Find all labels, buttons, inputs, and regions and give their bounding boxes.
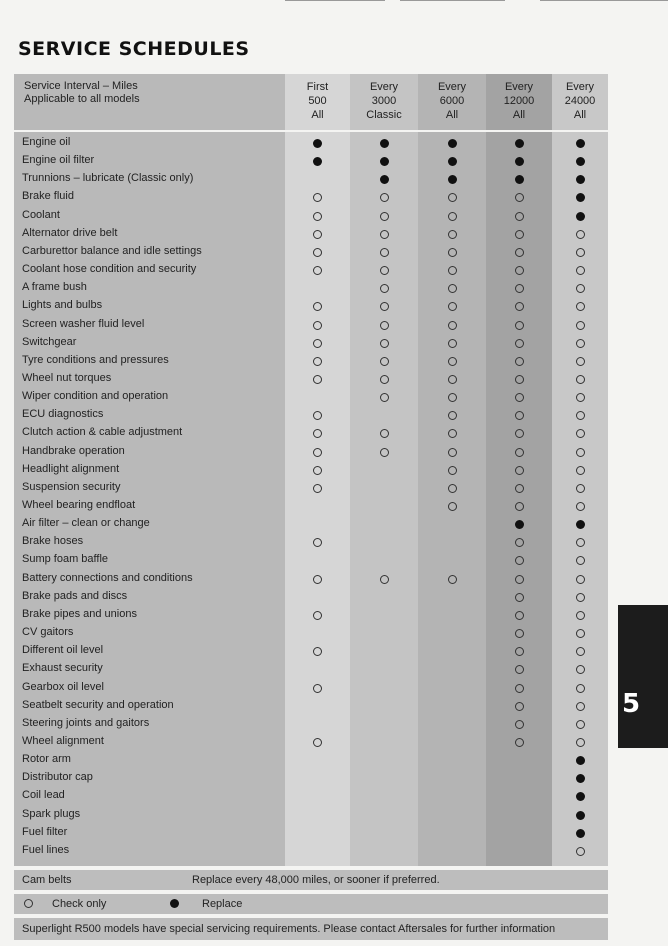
row-label: Wheel alignment: [22, 734, 104, 747]
replace-icon: [576, 139, 585, 148]
replace-icon: [448, 157, 457, 166]
row-label: Coolant hose condition and security: [22, 263, 197, 276]
replace-icon: [576, 756, 585, 765]
check-only-icon: [576, 575, 585, 584]
replace-icon: [576, 193, 585, 202]
check-only-icon: [380, 375, 389, 384]
replace-icon: [313, 139, 322, 148]
col-header-line: 500: [308, 95, 327, 107]
replace-icon: [576, 811, 585, 820]
check-only-icon: [515, 284, 524, 293]
check-only-icon: [448, 284, 457, 293]
check-only-icon: [313, 466, 322, 475]
check-only-icon: [576, 647, 585, 656]
check-only-icon: [515, 611, 524, 620]
check-only-icon: [515, 230, 524, 239]
col-header-line: 12000: [503, 95, 535, 107]
row-label: Wheel nut torques: [22, 371, 112, 384]
check-only-icon: [380, 357, 389, 366]
check-only-icon: [576, 248, 585, 257]
replace-icon: [576, 157, 585, 166]
top-rule-1: [285, 0, 385, 1]
page-title: SERVICE SCHEDULES: [18, 38, 250, 60]
check-only-icon: [313, 302, 322, 311]
replace-icon: [170, 899, 179, 908]
check-only-icon: [576, 339, 585, 348]
row-label: Coolant: [22, 208, 60, 221]
row-label: Handbrake operation: [22, 444, 125, 457]
interval-header-line2: Applicable to all models: [24, 93, 140, 105]
check-only-icon: [380, 302, 389, 311]
check-only-icon: [515, 720, 524, 729]
check-only-icon: [576, 375, 585, 384]
check-only-icon: [576, 720, 585, 729]
col-header-first-500: [285, 80, 350, 122]
row-label: Tyre conditions and pressures: [22, 353, 169, 366]
replace-icon: [448, 139, 457, 148]
col-header-line: 3000: [371, 95, 397, 107]
check-only-icon: [576, 611, 585, 620]
check-only-icon: [313, 375, 322, 384]
check-only-icon: [576, 321, 585, 330]
check-only-icon: [515, 684, 524, 693]
check-only-icon: [380, 393, 389, 402]
check-only-icon: [313, 248, 322, 257]
col-header-every-6000: [418, 80, 486, 122]
check-only-icon: [576, 393, 585, 402]
replace-icon: [515, 175, 524, 184]
check-only-icon: [380, 429, 389, 438]
check-only-icon: [515, 448, 524, 457]
check-only-icon: [576, 702, 585, 711]
row-label: Wiper condition and operation: [22, 390, 169, 403]
row-label: Fuel filter: [22, 825, 68, 838]
row-label: Different oil level: [22, 644, 104, 657]
replace-icon: [380, 139, 389, 148]
check-only-icon: [448, 375, 457, 384]
check-only-icon: [576, 556, 585, 565]
check-only-icon: [576, 284, 585, 293]
check-only-icon: [515, 647, 524, 656]
check-only-icon: [576, 448, 585, 457]
check-only-icon: [313, 411, 322, 420]
top-rule-3: [540, 0, 668, 1]
check-only-icon: [576, 266, 585, 275]
check-only-icon: [380, 339, 389, 348]
row-label: Coil lead: [22, 789, 65, 802]
row-label: Brake pads and discs: [22, 589, 128, 602]
row-label: Gearbox oil level: [22, 680, 104, 693]
replace-icon: [576, 774, 585, 783]
col-header-line: Every: [504, 81, 534, 93]
row-label: Rotor arm: [22, 753, 71, 766]
check-only-icon: [313, 738, 322, 747]
check-only-icon: [448, 448, 457, 457]
row-label: Brake pipes and unions: [22, 607, 137, 620]
check-only-icon: [313, 266, 322, 275]
row-label: CV gaitors: [22, 626, 74, 639]
check-only-icon: [313, 538, 322, 547]
check-only-icon: [515, 357, 524, 366]
row-label: Steering joints and gaitors: [22, 716, 150, 729]
check-only-icon: [515, 321, 524, 330]
row-label: Spark plugs: [22, 807, 81, 820]
row-label: Wheel bearing endfloat: [22, 499, 136, 511]
check-only-icon: [313, 339, 322, 348]
check-only-icon: [448, 339, 457, 348]
col-header-line: First: [306, 81, 329, 93]
check-only-icon: [576, 429, 585, 438]
check-only-icon: [576, 847, 585, 856]
check-only-icon: [313, 193, 322, 202]
col-header-every-24000: [552, 80, 608, 122]
check-only-icon: [448, 411, 457, 420]
legend-row: [14, 894, 608, 914]
col-header-line: All: [512, 109, 526, 121]
check-only-icon: [576, 411, 585, 420]
row-label: Suspension security: [22, 480, 121, 493]
check-only-icon: [380, 266, 389, 275]
row-label: Engine oil: [22, 136, 71, 148]
check-only-icon: [576, 357, 585, 366]
check-only-icon: [448, 266, 457, 275]
check-only-icon: [576, 230, 585, 239]
check-only-icon: [515, 466, 524, 475]
row-label: Clutch action & cable adjustment: [22, 426, 183, 439]
check-only-icon: [576, 502, 585, 511]
row-label: Seatbelt security and operation: [22, 698, 174, 711]
check-only-icon: [313, 611, 322, 620]
check-only-icon: [576, 466, 585, 475]
check-only-icon: [515, 738, 524, 747]
cam-belts-note: Replace every 48,000 miles, or sooner if preferred.: [192, 874, 440, 886]
check-only-icon: [313, 448, 322, 457]
col-header-line: Every: [565, 81, 595, 93]
check-only-icon: [380, 248, 389, 257]
check-only-icon: [576, 593, 585, 602]
check-only-icon: [380, 193, 389, 202]
check-only-icon: [448, 321, 457, 330]
row-label: Headlight alignment: [22, 462, 120, 475]
row-label: ECU diagnostics: [22, 408, 104, 421]
col-header-line: All: [573, 109, 587, 121]
check-only-icon: [313, 357, 322, 366]
replace-icon: [515, 157, 524, 166]
row-label: Switchgear: [22, 335, 77, 348]
check-only-icon: [313, 575, 322, 584]
row-label: Battery connections and conditions: [22, 571, 193, 584]
check-only-icon: [515, 484, 524, 493]
row-label: Brake hoses: [22, 535, 84, 548]
footer-note: Superlight R500 models have special servicing requirements. Please contact Aftersales for further information: [22, 923, 556, 935]
footer-note-row: [14, 918, 608, 940]
check-only-icon: [515, 556, 524, 565]
replace-icon: [515, 139, 524, 148]
interval-header-line1: Service Interval – Miles: [24, 80, 138, 92]
replace-icon: [313, 157, 322, 166]
row-label: Engine oil filter: [22, 154, 95, 167]
service-schedule-table: [14, 74, 608, 920]
section-number: 5: [622, 689, 641, 719]
check-only-icon: [515, 665, 524, 674]
check-only-icon: [448, 357, 457, 366]
cam-belts-label: Cam belts: [22, 874, 72, 886]
col-header-line: All: [311, 109, 324, 121]
check-only-icon: [576, 665, 585, 674]
check-only-icon: [313, 484, 322, 493]
row-label: Alternator drive belt: [22, 226, 118, 239]
replace-icon: [448, 175, 457, 184]
replace-icon: [576, 212, 585, 221]
col-header-line: Classic: [366, 109, 402, 121]
check-only-icon: [576, 684, 585, 693]
check-only-icon: [313, 321, 322, 330]
replace-icon: [576, 792, 585, 801]
row-label: Brake fluid: [22, 190, 74, 203]
col-header-line: Every: [437, 81, 467, 93]
check-only-icon: [515, 266, 524, 275]
col-header-line: Every: [369, 81, 399, 93]
replace-icon: [380, 157, 389, 166]
check-only-icon: [515, 339, 524, 348]
check-only-icon: [448, 466, 457, 475]
check-only-icon: [515, 193, 524, 202]
row-label: Screen washer fluid level: [22, 317, 145, 330]
check-only-icon: [380, 230, 389, 239]
check-only-icon: [448, 248, 457, 257]
check-only-icon: [380, 321, 389, 330]
check-only-icon: [515, 212, 524, 221]
check-only-icon: [515, 629, 524, 638]
check-only-icon: [576, 629, 585, 638]
check-only-icon: [313, 212, 322, 221]
check-only-icon: [515, 411, 524, 420]
check-only-icon: [576, 302, 585, 311]
check-only-icon: [380, 575, 389, 584]
check-only-icon: [515, 375, 524, 384]
check-only-icon: [576, 538, 585, 547]
check-only-icon: [448, 575, 457, 584]
top-rule-2: [400, 0, 505, 1]
replace-icon: [380, 175, 389, 184]
header-separator: [14, 130, 608, 132]
row-label: Trunnions – lubricate (Classic only): [22, 172, 194, 185]
col-header-line: 6000: [439, 95, 465, 107]
check-only-icon: [576, 738, 585, 747]
check-only-icon: [448, 302, 457, 311]
check-only-icon: [515, 502, 524, 511]
check-only-icon: [380, 212, 389, 221]
check-only-icon: [515, 429, 524, 438]
check-only-icon: [448, 212, 457, 221]
col-header-every-12000: [486, 80, 552, 122]
check-only-icon: [515, 538, 524, 547]
replace-icon: [576, 829, 585, 838]
section-tab: [618, 605, 668, 748]
check-only-icon: [313, 230, 322, 239]
row-label: Fuel lines: [22, 843, 70, 856]
row-label: Carburettor balance and idle settings: [22, 244, 202, 257]
check-only-icon: [448, 230, 457, 239]
row-label: Exhaust security: [22, 662, 103, 675]
cam-belts-row: [14, 870, 608, 890]
check-only-icon: [515, 248, 524, 257]
check-only-icon: [448, 193, 457, 202]
interval-header: [24, 80, 140, 106]
row-label: Lights and bulbs: [22, 299, 103, 312]
check-only-icon: [515, 575, 524, 584]
col-header-line: 24000: [564, 95, 596, 107]
replace-icon: [576, 520, 585, 529]
check-only-icon: [313, 429, 322, 438]
row-label: Air filter – clean or change: [22, 517, 150, 530]
row-label: Sump foam baffle: [22, 553, 109, 566]
legend-check-label: Check only: [52, 898, 107, 910]
check-only-icon: [448, 502, 457, 511]
check-only-icon: [576, 484, 585, 493]
check-only-icon: [448, 393, 457, 402]
check-only-icon: [380, 284, 389, 293]
check-only-icon: [313, 647, 322, 656]
check-only-icon: [448, 484, 457, 493]
check-only-icon: [24, 899, 33, 908]
row-label: Distributor cap: [22, 771, 93, 784]
replace-icon: [576, 175, 585, 184]
col-header-every-3000: [350, 80, 418, 122]
check-only-icon: [448, 429, 457, 438]
legend-replace-label: Replace: [202, 898, 243, 910]
row-label: A frame bush: [22, 281, 87, 294]
col-header-line: All: [445, 109, 459, 121]
check-only-icon: [515, 393, 524, 402]
check-only-icon: [515, 702, 524, 711]
check-only-icon: [313, 684, 322, 693]
check-only-icon: [380, 448, 389, 457]
check-only-icon: [515, 302, 524, 311]
replace-icon: [515, 520, 524, 529]
check-only-icon: [515, 593, 524, 602]
